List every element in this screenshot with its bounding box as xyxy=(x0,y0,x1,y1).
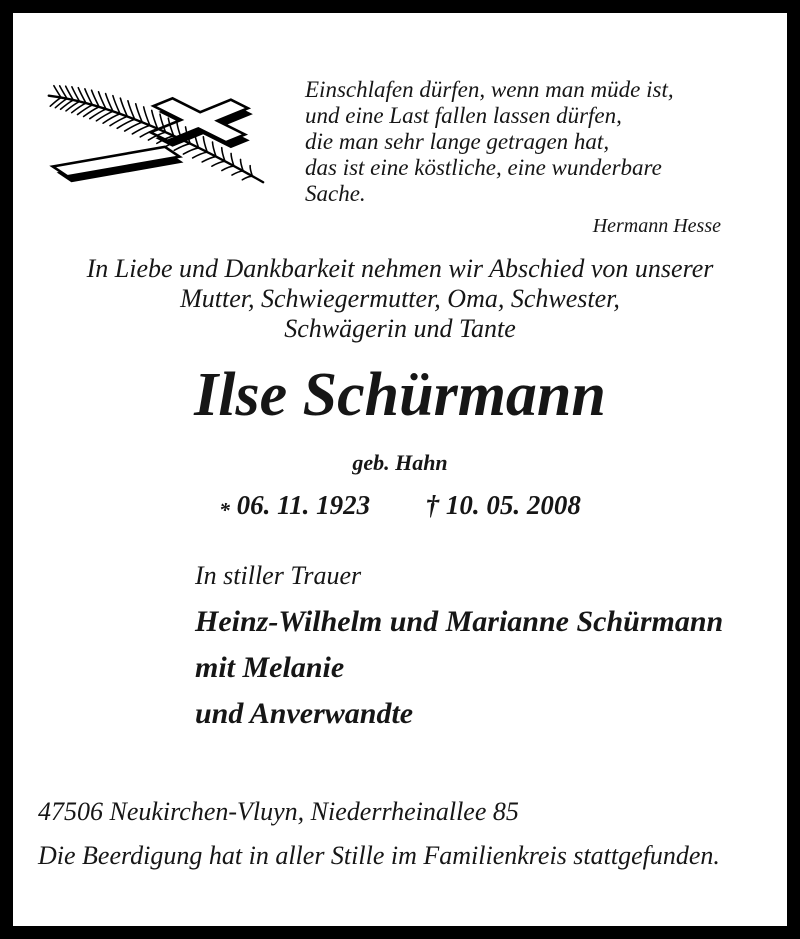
quote-attribution: Hermann Hesse xyxy=(592,215,721,237)
intro-line: Schwägerin und Tante xyxy=(284,314,516,343)
intro-line: Mutter, Schwiegermutter, Oma, Schwester, xyxy=(180,284,620,313)
mourner-line: und Anverwandte xyxy=(195,697,414,730)
death-date: 10. 05. 2008 xyxy=(445,490,581,520)
death-cross-symbol: † xyxy=(425,490,440,520)
quote-line: die man sehr lange getragen hat, xyxy=(305,129,610,154)
life-dates xyxy=(13,490,787,521)
mourners-heading: In stiller Trauer xyxy=(195,561,362,590)
address-line: 47506 Neukirchen-Vluyn, Niederrheinallee 85 xyxy=(38,797,519,826)
deceased-name: Ilse Schürmann xyxy=(194,361,606,429)
mourner-line: mit Melanie xyxy=(195,651,345,684)
quote-line: das ist eine köstliche, eine wunderbare xyxy=(305,155,662,180)
quote-line: Sache. xyxy=(305,181,366,206)
birth-date: 06. 11. 1923 xyxy=(236,490,371,520)
birth-star-symbol: * xyxy=(219,497,230,522)
quote-line: und eine Last fallen lassen dürfen, xyxy=(305,103,622,128)
quote-block xyxy=(305,77,721,239)
birth-name: geb. Hahn xyxy=(352,450,448,475)
mourner-line: Heinz-Wilhelm und Marianne Schürmann xyxy=(195,605,724,638)
farewell-intro xyxy=(13,254,787,344)
funeral-note: Die Beerdigung hat in aller Stille im Familienkreis stattgefunden. xyxy=(38,841,720,870)
quote-line: Einschlafen dürfen, wenn man müde ist, xyxy=(305,77,674,102)
palm-frond-cross-icon xyxy=(35,71,271,203)
intro-line: In Liebe und Dankbarkeit nehmen wir Abschied von unserer xyxy=(86,254,714,283)
